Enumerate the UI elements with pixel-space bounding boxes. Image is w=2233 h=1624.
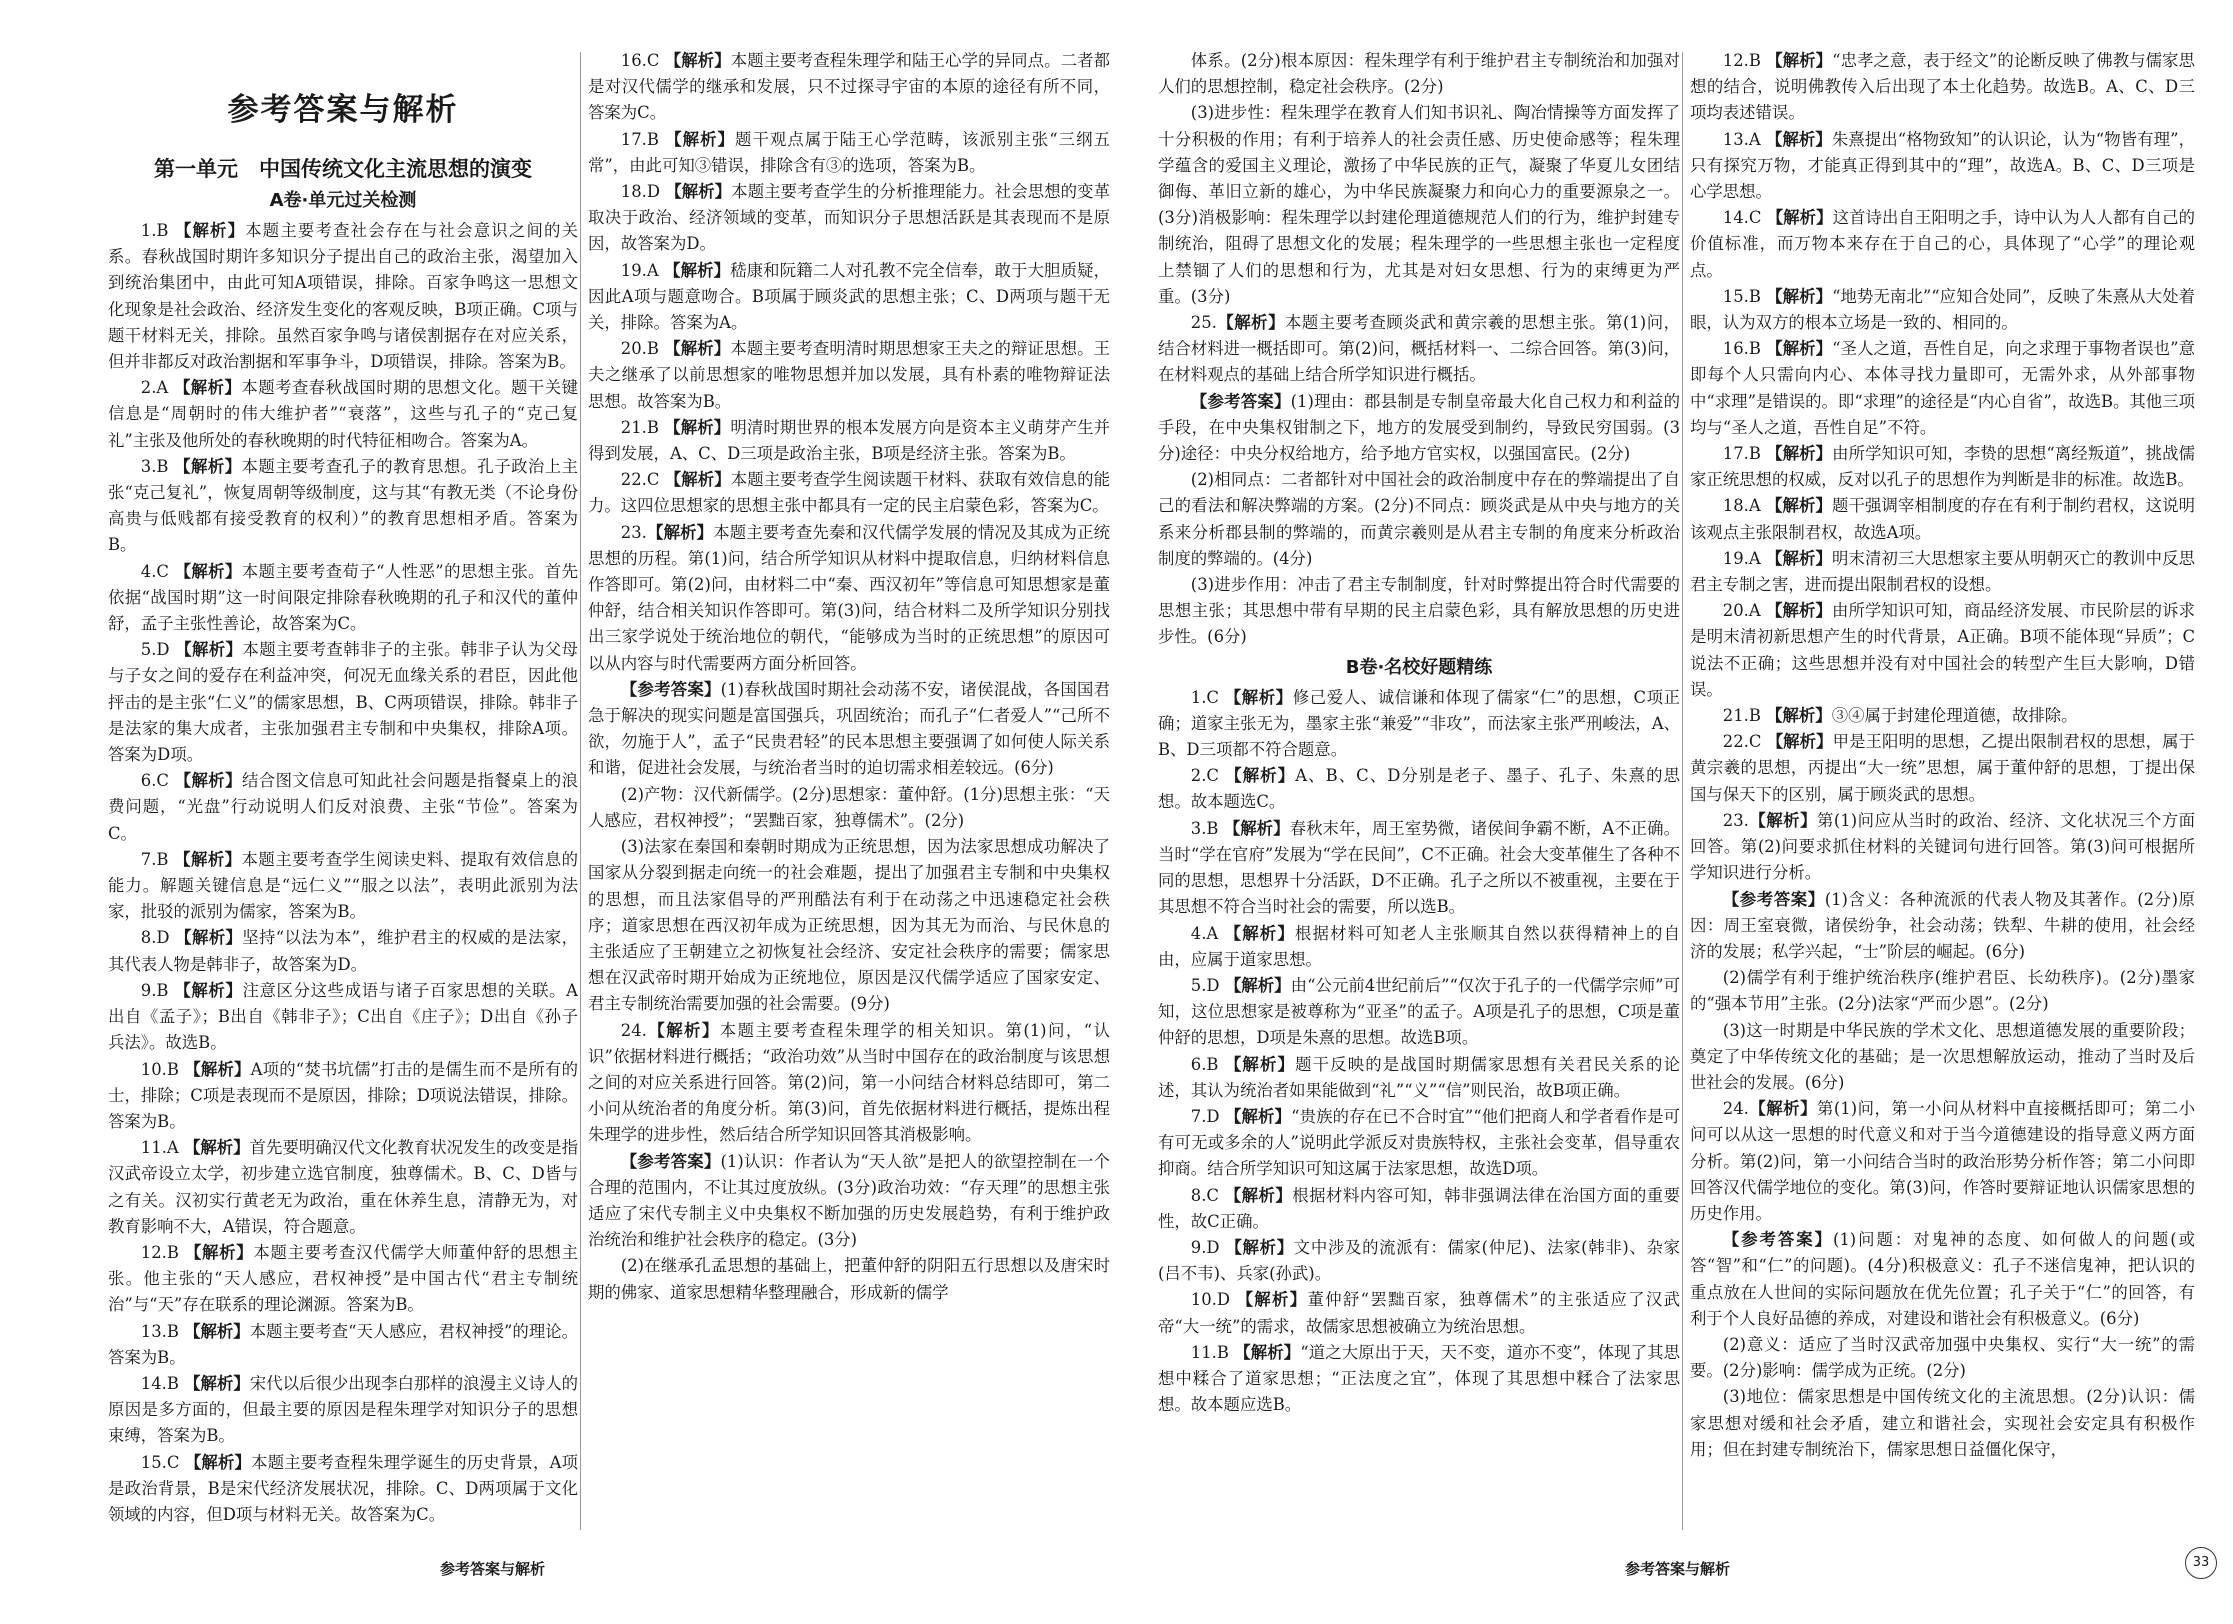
analysis-label: 【解析】 bbox=[1748, 1099, 1817, 1119]
answer-text: “圣人之道，吾性自足，向之求理于事物者误也”意即每个人只需向内心、本体寻找力量即可，无需外求，从外部事物中“求理”是错误的。即“求理”的途径是“内心自省”，故选B。其他三项均与“圣人之道，吾性自足”不符。 bbox=[1690, 339, 2195, 437]
answer-text: 文中涉及的流派有：儒家(仲尼)、法家(韩非)、杂家(吕不韦)、兵家(孙武)。 bbox=[1158, 1237, 1680, 1284]
answer-text: (2)相同点：二者都针对中国社会的政治制度中存在的弊端提出了自己的看法和解决弊端的方案。(2分)不同点：顾炎武是从中央与地方的关系来分析郡县制的弊端的，而黄宗羲则是从君主专制的角度来分析政治制度的弊端的。(4分) bbox=[1158, 470, 1680, 568]
answer-text: (1)含义：各种流派的代表人物及其著作。(2分)原因：周王室衰微，诸侯纷争，社会动荡；铁犁、牛耕的使用，社会经济的发展；私学兴起，“士”阶层的崛起。(6分) bbox=[1690, 889, 2195, 961]
analysis-label: 【解析】 bbox=[664, 417, 731, 437]
analysis-label: 【解析】 bbox=[1225, 1237, 1294, 1257]
answer-item bbox=[1690, 284, 2195, 336]
analysis-label: 【解析】 bbox=[1766, 548, 1833, 568]
question-number: 4.C bbox=[140, 561, 175, 581]
answer-text: (2)产物：汉代新儒学。(2分)思想家：董仲舒。(1分)思想主张：“天人感应，君权神授”；“罢黜百家，独尊儒术”。(2分) bbox=[588, 784, 1110, 830]
answer-text: “忠孝之意，表于经文”的论断反映了佛教与儒家思想的结合，说明佛教传入后出现了本土化趋势。故选B。A、C、D三项均表述错误。 bbox=[1690, 51, 2195, 123]
answer-item bbox=[1690, 808, 2195, 887]
footer-title-left: 参考答案与解析 bbox=[440, 1560, 546, 1578]
answer-text: 本题主要考查程朱理学和陆王心学的异同点。二者都是对汉代儒学的继承和发展，只不过探寻宇宙的本原的途径有所不同，答案为C。 bbox=[588, 51, 1110, 123]
answer-paragraph bbox=[1690, 1384, 2195, 1463]
answer-item bbox=[588, 336, 1110, 415]
question-number: 24. bbox=[620, 1020, 647, 1040]
question-number: 16.B bbox=[1722, 339, 1767, 359]
question-number: 14.C bbox=[1722, 208, 1767, 228]
analysis-label: 【解析】 bbox=[1766, 208, 1833, 228]
answer-text: (1)认识：作者认为“天人欲”是把人的欲望控制在一个合理的范围内，不让其过度放纵。(3分)政治功效：“存天理”的思想主张适应了宋代专制主义中央集权不断加强的历史发展趋势，有利于维护政治统治和维护社会秩序的稳定。(3分) bbox=[588, 1151, 1110, 1250]
answer-item bbox=[1158, 1104, 1680, 1183]
question-number: 21.B bbox=[620, 417, 665, 437]
answer-text: (1)春秋战国时期社会动荡不安，诸侯混战，各国国君急于解决的现实问题是富国强兵，巩固统治；而孔子“仁者爱人”“己所不欲，勿施于人”，孟子“民贵君轻”的民本思想主要强调了如何使人际关系和谐，促进社会发展，与统治者当时的迫切需求相差较远。(6分) bbox=[588, 679, 1110, 778]
analysis-label: 【解析】 bbox=[184, 1242, 254, 1262]
answer-text: 根据材料可知老人主张顺其自然以获得精神上的自由，应属于道家思想。 bbox=[1158, 923, 1680, 969]
answer-item bbox=[108, 559, 578, 638]
column-divider bbox=[580, 52, 581, 1530]
reference-answer-label: 【参考答案】 bbox=[1722, 1230, 1833, 1250]
answer-text: 本题主要考查先秦和汉代儒学发展的情况及其成为正统思想的历程。第(1)问，结合所学知识从材料中提取信息，归纳材料信息作答即可。第(2)问，由材料二中“秦、西汉初年”等信息可知思想家是董仲舒，结合相关知识作答即可。第(3)问，结合材料二及所学知识分别找出三家学说处于统治地位的朝代，“能够成为当时的正统思想”的原因可以从内容与时代需要两方面分析回答。 bbox=[588, 522, 1110, 673]
answer-item bbox=[108, 1450, 578, 1529]
answer-item bbox=[1690, 441, 2195, 493]
analysis-label: 【解析】 bbox=[184, 1373, 250, 1393]
footer-title-right: 参考答案与解析 bbox=[1625, 1560, 1731, 1578]
answer-text: (3)进步作用：冲击了君主专制制度，针对时弊提出符合时代需要的思想主张；其思想中带有早期的民主启蒙色彩，具有解放思想的历史进步性。(6分) bbox=[1158, 575, 1680, 647]
answer-text: 第(1)问，第一小问从材料中直接概括即可；第二小问可以从这一思想的时代意义和对于当今道德建设的指导意义两方面分析。第(2)问，第一小问结合当时的政治形势分析作答；第二小问即回答汉代儒学地位的变化。第(3)问，作答时要辩证地认识儒家思想的历史作用。 bbox=[1690, 1099, 2195, 1223]
answer-text: 宋代以后很少出现李白那样的浪漫主义诗人的原因是多方面的，但最主要的原因是程朱理学对知识分子的思想束缚，答案为B。 bbox=[108, 1373, 578, 1446]
answer-text: 修己爱人、诚信谦和体现了儒家“仁”的思想，C项正确；道家主张无为，墨家主张“兼爱”“非攻”，而法家主张严刑峻法，A、B、D三项都不符合题意。 bbox=[1158, 687, 1680, 760]
answer-item bbox=[1690, 493, 2195, 545]
analysis-label: 【解析】 bbox=[664, 470, 731, 490]
question-number: 1.B bbox=[140, 221, 175, 240]
answer-paragraph bbox=[1690, 1227, 2195, 1332]
answer-item bbox=[108, 454, 578, 559]
analysis-label: 【解析】 bbox=[664, 260, 731, 280]
analysis-label: 【解析】 bbox=[184, 1452, 252, 1472]
answer-item bbox=[1690, 703, 2195, 729]
answer-text: A项的“焚书坑儒”打击的是儒生而不是所有的士，排除；C项是表现而不是原因，排除；D项说法错误，排除。答案为B。 bbox=[108, 1059, 578, 1131]
question-number: 6.C bbox=[140, 771, 175, 791]
question-number: 24. bbox=[1722, 1099, 1749, 1119]
question-number: 22.C bbox=[1722, 732, 1767, 752]
answer-text: 由“公元前4世纪前后”“仅次于孔子的一代儒学宗师”可知，这位思想家是被尊称为“亚圣”的孟子。A项是孔子的思想，C项是董仲舒的思想，D项是朱熹的思想。故选B项。 bbox=[1158, 975, 1680, 1048]
analysis-label: 【解析】 bbox=[174, 456, 242, 476]
answer-item bbox=[108, 1240, 578, 1319]
analysis-label: 【解析】 bbox=[1766, 601, 1833, 621]
answer-text: 题干强调宰相制度的存在有利于制约君权，这说明该观点主张限制君权，故选A项。 bbox=[1690, 496, 2195, 542]
reference-answer-label: 【参考答案】 bbox=[1722, 889, 1825, 909]
answer-item bbox=[1158, 1340, 1680, 1419]
answer-text: 本题主要考查程朱理学诞生的历史背景，A项是政治背景，B是宋代经济发展状况，排除。C、D两项属于文化领域的内容，但D项与材料无关。故答案为C。 bbox=[108, 1452, 578, 1524]
answer-item bbox=[108, 1057, 578, 1136]
answer-text: 首先要明确汉代文化教育状况发生的改变是指汉武帝设立太学，初步建立选官制度，独尊儒术。B、C、D皆与之有关。汉初实行黄老无为政治，重在休养生息，清静无为，对教育影响不大，A错误，符合题意。 bbox=[108, 1138, 578, 1236]
analysis-label: 【解析】 bbox=[1766, 51, 1833, 70]
answer-text: 本题主要考查顾炎武和黄宗羲的思想主张。第(1)问，结合材料进一概括即可。第(2)问，概括材料一、二综合回答。第(3)问，在材料观点的基础上结合所学知识进行概括。 bbox=[1158, 313, 1680, 385]
analysis-label: 【解析】 bbox=[1224, 1054, 1296, 1074]
question-number: 14.B bbox=[140, 1373, 185, 1393]
question-number: 11.B bbox=[1190, 1342, 1235, 1362]
question-number: 16.C bbox=[620, 51, 665, 70]
question-number: 5.D bbox=[1190, 975, 1225, 995]
analysis-label: 【解析】 bbox=[174, 221, 246, 240]
question-number: 20.B bbox=[620, 339, 665, 359]
answer-text: 由所学知识可知，商品经济发展、市民阶层的诉求是明末清初新思想产生的时代背景，A正确。B项不能体现“异质”；C说法不正确；这些思想并没有对中国社会的转型产生巨大影响，D错误。 bbox=[1690, 601, 2195, 699]
analysis-label: 【解析】 bbox=[1766, 286, 1833, 306]
analysis-label: 【解析】 bbox=[646, 522, 714, 542]
answer-paragraph bbox=[1690, 1018, 2195, 1097]
question-number: 12.B bbox=[140, 1242, 185, 1262]
analysis-label: 【解析】 bbox=[184, 1059, 251, 1079]
answer-item bbox=[588, 258, 1110, 337]
answer-text: 本题主要考查社会存在与社会意识之间的关系。春秋战国时期许多知识分子提出自己的政治主张，渴望加入到统治集团中，由此可知A项错误，排除。百家争鸣这一思想文化现象是社会政治、经济发生变化的客观反映，B项正确。C项与题干材料无关，排除。虽然百家争鸣与诸侯割据存在对应关系，但并非都反对政治割据和军事争斗，D项错误，排除。答案为B。 bbox=[108, 221, 578, 372]
analysis-label: 【解析】 bbox=[174, 849, 242, 869]
answer-text: 明末清初三大思想家主要从明朝灭亡的教训中反思君主专制之害，进而提出限制君权的设想。 bbox=[1690, 548, 2195, 595]
answer-item bbox=[108, 978, 578, 1057]
answer-text: (2)在继承孔孟思想的基础上，把董仲舒的阴阳五行思想以及唐宋时期的佛家、道家思想精华整理融合，形成新的儒学 bbox=[588, 1256, 1110, 1302]
question-number: 23. bbox=[620, 522, 647, 542]
answer-item bbox=[588, 1018, 1110, 1149]
analysis-label: 【解析】 bbox=[184, 1321, 250, 1341]
question-number: 3.B bbox=[1190, 818, 1224, 838]
analysis-label: 【解析】 bbox=[665, 182, 732, 202]
analysis-label: 【解析】 bbox=[1224, 1185, 1293, 1205]
analysis-label: 【解析】 bbox=[175, 640, 243, 660]
reference-answer-label: 【参考答案】 bbox=[620, 679, 721, 699]
question-number: 2.A bbox=[140, 378, 174, 398]
question-number: 11.A bbox=[140, 1138, 184, 1158]
answer-item bbox=[588, 467, 1110, 519]
answer-item bbox=[1158, 921, 1680, 973]
answer-item bbox=[1158, 310, 1680, 389]
answer-paragraph bbox=[588, 1149, 1110, 1254]
analysis-label: 【解析】 bbox=[664, 51, 731, 70]
analysis-label: 【解析】 bbox=[1766, 339, 1833, 359]
question-number: 20.A bbox=[1722, 601, 1767, 621]
answer-item bbox=[108, 637, 578, 768]
text-column-4 bbox=[1690, 48, 2195, 1463]
answer-paragraph bbox=[1690, 887, 2195, 966]
question-number: 18.A bbox=[1722, 496, 1767, 516]
answer-text: 题干观点属于陆王心学范畴，该派别主张“三纲五常”，由此可知③错误，排除含有③的选项，答案为B。 bbox=[588, 129, 1110, 175]
answer-text: 本题主要考查明清时期思想家王夫之的辩证思想。王夫之继承了以前思想家的唯物思想并加以发展，具有朴素的唯物辩证法思想。故答案为B。 bbox=[588, 339, 1110, 411]
answer-text: (1)理由：郡县制是专制皇帝最大化自己权力和利益的手段，在中央集权钳制之下，地方的发展受到制约，导致民穷国弱。(3分)途径：中央分权给地方，给予地方官实权，以强国富民。(2分) bbox=[1158, 391, 1680, 464]
answer-item bbox=[1690, 336, 2195, 441]
answer-text: A、B、C、D分别是老子、墨子、孔子、朱熹的思想。故本题选C。 bbox=[1158, 766, 1680, 812]
question-number: 7.B bbox=[140, 849, 175, 869]
answer-item bbox=[108, 218, 578, 375]
answer-item bbox=[1690, 598, 2195, 703]
question-number: 7.D bbox=[1190, 1106, 1225, 1126]
answer-text: 本题主要考查“天人感应，君权神授”的理论。答案为B。 bbox=[108, 1321, 578, 1367]
question-number: 21.B bbox=[1722, 706, 1767, 726]
answer-item bbox=[1158, 763, 1680, 815]
question-number: 25. bbox=[1190, 313, 1217, 333]
column-divider bbox=[1682, 52, 1683, 1530]
answer-item bbox=[1690, 205, 2195, 284]
question-number: 18.D bbox=[620, 182, 666, 202]
answer-item bbox=[1158, 1052, 1680, 1104]
answer-text: 本题主要考查汉代儒学大师董仲舒的思想主张。他主张的“天人感应，君权神授”是中国古代“君主专制统治”与“天”存在联系的理论渊源。答案为B。 bbox=[108, 1242, 578, 1315]
answer-text: (1)问题：对鬼神的态度、如何做人的问题(或答“智”和“仁”的问题)。(4分)积极意义：孔子不迷信鬼神，把认识的重点放在人世间的实际问题放在优先位置；孔子关于“仁”的回答，有利于个人良好品德的养成，对建设和谐社会有积极意义。(6分) bbox=[1690, 1230, 2195, 1328]
analysis-label: 【解析】 bbox=[665, 129, 736, 149]
answer-item bbox=[588, 127, 1110, 179]
analysis-label: 【解析】 bbox=[664, 339, 731, 359]
answer-item bbox=[1690, 729, 2195, 808]
answer-text: 明清时期世界的根本发展方向是资本主义萌芽产生并得到发展，A、C、D三项是政治主张，B项是经济主张。答案为B。 bbox=[588, 417, 1110, 464]
answer-text: (2)意义：适应了当时汉武帝加强中央集权、实行“大一统”的需要。(2分)影响：儒学成为正统。(2分) bbox=[1690, 1334, 2195, 1381]
answer-item bbox=[1690, 1096, 2195, 1227]
answer-paragraph bbox=[1690, 1332, 2195, 1384]
question-number: 13.A bbox=[1722, 129, 1766, 149]
answer-paragraph bbox=[588, 677, 1110, 782]
question-number: 9.D bbox=[1190, 1237, 1226, 1257]
analysis-label: 【解析】 bbox=[1216, 313, 1285, 333]
analysis-label: 【解析】 bbox=[174, 771, 242, 791]
answer-text: (2)儒学有利于维护统治秩序(维护君臣、长幼秩序)。(2分)墨家的“强本节用”主张。(2分)法家“严而少恩”。(2分) bbox=[1690, 968, 2195, 1014]
analysis-label: 【解析】 bbox=[1224, 923, 1295, 943]
answer-text: 这首诗出自王阳明之手，诗中认为人人都有自己的价值标准，而万物本来存在于自己的心，具体现了“心学”的理论观点。 bbox=[1690, 208, 2195, 280]
question-number: 22.C bbox=[620, 470, 665, 490]
analysis-label: 【解析】 bbox=[1224, 687, 1293, 707]
question-number: 3.B bbox=[140, 456, 175, 476]
answer-item bbox=[108, 925, 578, 977]
question-number: 9.B bbox=[140, 980, 175, 1000]
question-number: 4.A bbox=[1190, 923, 1225, 943]
question-number: 17.B bbox=[620, 129, 666, 149]
unit-title: 第一单元 中国传统文化主流思想的演变 bbox=[154, 157, 532, 181]
question-number: 19.A bbox=[620, 260, 665, 280]
answer-item bbox=[1158, 973, 1680, 1052]
answer-item bbox=[588, 48, 1110, 127]
answer-text: 根据材料内容可知，韩非强调法律在治国方面的重要性，故C正确。 bbox=[1158, 1185, 1680, 1231]
answer-text: 第(1)问应从当时的政治、经济、文化状况三个方面回答。第(2)问要求抓住材料的关键词句进行回答。第(3)问可根据所学知识进行分析。 bbox=[1690, 810, 2195, 883]
answer-paragraph bbox=[1158, 572, 1680, 651]
answer-item bbox=[1158, 816, 1680, 921]
answer-item bbox=[1158, 1287, 1680, 1339]
question-number: 15.B bbox=[1722, 286, 1767, 306]
question-number: 23. bbox=[1722, 810, 1749, 830]
question-number: 12.B bbox=[1722, 51, 1767, 70]
text-column-2 bbox=[588, 48, 1110, 1306]
answer-text: 体系。(2分)根本原因：程朱理学有利于维护君主专制统治和加强对人们的思想控制，稳定社会秩序。(2分) bbox=[1158, 51, 1680, 97]
answer-item bbox=[108, 847, 578, 926]
analysis-label: 【解析】 bbox=[1766, 706, 1832, 726]
answer-item bbox=[1690, 127, 2195, 206]
analysis-label: 【解析】 bbox=[646, 1020, 720, 1040]
answer-paragraph bbox=[588, 1253, 1110, 1305]
analysis-label: 【解析】 bbox=[174, 561, 242, 581]
answer-paragraph bbox=[1158, 389, 1680, 468]
analysis-label: 【解析】 bbox=[1766, 732, 1833, 752]
answer-paragraph bbox=[588, 834, 1110, 1017]
question-number: 10.B bbox=[140, 1059, 185, 1079]
answer-text: 本题主要考查学生阅读史料、提取有效信息的能力。解题关键信息是“远仁义”“服之以法”，表明此派别为法家，批驳的派别为儒家，答案为B。 bbox=[108, 849, 578, 922]
question-number: 10.D bbox=[1190, 1290, 1237, 1310]
answer-item bbox=[1158, 1183, 1680, 1235]
answer-text: 嵇康和阮籍二人对孔教不完全信奉，敢于大胆质疑，因此A项与题意吻合。B项属于顾炎武的思想主张；C、D两项与题干无关，排除。答案为A。 bbox=[588, 260, 1110, 333]
answer-item bbox=[588, 415, 1110, 467]
analysis-label: 【解析】 bbox=[1223, 818, 1290, 838]
question-number: 8.C bbox=[1190, 1185, 1225, 1205]
analysis-label: 【解析】 bbox=[1234, 1342, 1301, 1362]
section-a-title: A卷·单元过关检测 bbox=[269, 190, 417, 211]
answer-text: “贵族的存在已不合时宜”“他们把商人和学者看作是可有可无或多余的人”说明此学派反对贵族特权，主张社会变革，倡导重农抑商。结合所学知识可知这属于法家思想，故选D项。 bbox=[1158, 1106, 1680, 1179]
analysis-label: 【解析】 bbox=[1766, 129, 1832, 149]
answer-paragraph bbox=[588, 782, 1110, 834]
answer-text: 坚持“以法为本”，维护君主的权威的是法家，其代表人物是韩非子，故答案为D。 bbox=[108, 928, 578, 974]
analysis-label: 【解析】 bbox=[1224, 975, 1291, 995]
answer-item bbox=[588, 179, 1110, 258]
analysis-label: 【解析】 bbox=[1224, 1106, 1292, 1126]
question-number: 15.C bbox=[140, 1452, 185, 1472]
analysis-label: 【解析】 bbox=[175, 928, 243, 948]
answer-item bbox=[1158, 1235, 1680, 1287]
question-number: 13.B bbox=[140, 1321, 185, 1341]
question-number: 19.A bbox=[1722, 548, 1767, 568]
answer-text: 题干反映的是战国时期儒家思想有关君民关系的论述，其认为统治者如果能做到“礼”“义”“信”则民治，故B项正确。 bbox=[1158, 1054, 1680, 1100]
answer-text: 朱熹提出“格物致知”的认识论，认为“物皆有理”，只有探究万物，才能真正得到其中的“理”，故选A。B、C、D三项是心学思想。 bbox=[1690, 129, 2195, 202]
answer-text: (3)这一时期是中华民族的学术文化、思想道德发展的重要阶段；奠定了中华传统文化的基础；是一次思想解放运动，推动了当时及后世社会的发展。(6分) bbox=[1690, 1020, 2195, 1092]
analysis-label: 【解析】 bbox=[1766, 496, 1833, 516]
answer-text: “道之大原出于天，天不变，道亦不变”，体现了其思想中糅合了道家思想；“正法度之宜”，体现了其思想中糅合了法家思想。故本题应选B。 bbox=[1158, 1342, 1680, 1415]
answer-item bbox=[108, 1135, 578, 1240]
answer-item bbox=[1158, 685, 1680, 764]
analysis-label: 【解析】 bbox=[1236, 1290, 1308, 1310]
question-number: 2.C bbox=[1190, 766, 1226, 786]
answer-text: 注意区分这些成语与诸子百家思想的关联。A出自《孟子》；B出自《韩非子》；C出自《庄子》；D出自《孙子兵法》。故选B。 bbox=[108, 980, 578, 1053]
analysis-label: 【解析】 bbox=[1766, 444, 1833, 464]
reference-answer-label: 【参考答案】 bbox=[620, 1151, 721, 1171]
answer-text: 春秋末年，周王室势微，诸侯间争霸不断，A不正确。当时“学在官府”发展为“学在民间”，C不正确。社会大变革催生了各种不同的思想，思想界十分活跃，D不正确。孔子之所以不被重视，主要在于其思想不符合当时社会的需要，所以选B。 bbox=[1158, 818, 1680, 917]
question-number: 17.B bbox=[1722, 444, 1767, 464]
answer-text: 甲是王阳明的思想，乙提出限制君权的思想，属于黄宗羲的思想，丙提出“大一统”思想，属于董仲舒的思想，丁提出保国与保天下的区别，属于顾炎武的思想。 bbox=[1690, 732, 2195, 804]
answer-item bbox=[588, 520, 1110, 677]
question-number: 1.C bbox=[1190, 687, 1225, 707]
answer-text: 本题主要考查程朱理学的相关知识。第(1)问，“认识”依据材料进行概括；“政治功效”从当时中国存在的政治制度与该思想之间的对应关系进行回答。第(2)问，第一小问结合材料总结即可，第二小问从统治者的角度分析。第(3)问，首先依据材料进行概括，提炼出程朱理学的进步性，然后结合所学知识回答其消极影响。 bbox=[588, 1020, 1110, 1145]
question-number: 8.D bbox=[140, 928, 176, 948]
analysis-label: 【解析】 bbox=[173, 378, 242, 398]
analysis-label: 【解析】 bbox=[1748, 810, 1817, 830]
answer-text: 本题主要考查荀子“人性恶”的思想主张。首先依据“战国时期”这一时间限定排除春秋晚期的孔子和汉代的董仲舒，孟子主张性善论，故答案为C。 bbox=[108, 561, 578, 634]
answer-text: 本题主要考查孔子的教育思想。孔子政治上主张“克己复礼”，恢复周朝等级制度，这与其“有教无类（不论身份高贵与低贱都有接受教育的权利）”的教育思想相矛盾。答案为B。 bbox=[108, 456, 578, 555]
answer-paragraph bbox=[1158, 100, 1680, 310]
analysis-label: 【解析】 bbox=[183, 1138, 250, 1158]
answer-text: ③④属于封建伦理道德，故排除。 bbox=[1831, 706, 2078, 726]
answer-text: “地势无南北”“应知合处同”，反映了朱熹从大处着眼，认为双方的根本立场是一致的、相同的。 bbox=[1690, 286, 2195, 333]
answer-text: 本题主要考查韩非子的主张。韩非子认为父母与子女之间的爱存在利益冲突，何况无血缘关系的君臣，因此他抨击的是主张“仁义”的儒家思想，B、C两项错误，排除。韩非子是法家的集大成者，主张加强君主专制和中央集权，排除A项。答案为D项。 bbox=[108, 640, 578, 765]
answer-text: (3)法家在秦国和秦朝时期成为正统思想，因为法家思想成功解决了国家从分裂到据走向统一的社会难题，提出了加强君主专制和中央集权的思想，而且法家倡导的严刑酷法有利于在动荡之中迅速稳定社会秩序；道家思想在西汉初年成为正统思想，因为其无为而治、与民休息的主张适应了王朝建立之初恢复社会经济、安定社会秩序的需要；儒家思想在汉武帝时期开始成为正统地位，原因是汉代儒学适应了国家安定、君主专制统治需要加强的社会需要。(9分) bbox=[588, 837, 1110, 1014]
answer-text: 本题主要考查学生阅读题干材料、获取有效信息的能力。这四位思想家的思想主张中都具有一定的民主启蒙色彩，答案为C。 bbox=[588, 470, 1110, 516]
text-column-1 bbox=[108, 48, 578, 1528]
analysis-label: 【解析】 bbox=[174, 980, 243, 1000]
reference-answer-label: 【参考答案】 bbox=[1190, 391, 1291, 411]
answer-text: (3)地位：儒家思想是中国传统文化的主流思想。(2分)认识：儒家思想对缓和社会矛盾，建立和谐社会，实现社会安定具有积极作用；但在封建专制统治下，儒家思想日益僵化保守， bbox=[1690, 1387, 2195, 1459]
question-number: 6.B bbox=[1190, 1054, 1225, 1074]
answer-item bbox=[1690, 48, 2195, 127]
answer-paragraph bbox=[1690, 965, 2195, 1017]
answer-text: 结合图文信息可知此社会问题是指餐桌上的浪费问题，“光盘”行动说明人们反对浪费、主张“节俭”。答案为C。 bbox=[108, 771, 578, 843]
answer-text: (3)进步性：程朱理学在教育人们知书识礼、陶冶情操等方面发挥了十分积极的作用；有利于培养人的社会责任感、历史使命感等；程朱理学蕴含的爱国主义理论，激扬了中华民族的正气，凝聚了华夏儿女团结御侮、革旧立新的雄心，为中华民族凝聚力和向心力的重要源泉之一。(3分)消极影响：程朱理学以封建伦理道德规范人们的行为，维护封建专制统治，阻碍了思想文化的发展；程朱理学的一些思想主张也一定程度上禁锢了人们的思想和行为，尤其是对妇女思想、行为的束缚更为严重。(3分) bbox=[1158, 103, 1680, 306]
answer-paragraph bbox=[1158, 48, 1680, 100]
document-title: 参考答案与解析 bbox=[227, 92, 459, 128]
page-number: 33 bbox=[2185, 1547, 2217, 1579]
answer-text: 本题考查春秋战国时期的思想文化。题干关键信息是“周朝时的伟大维护者”“衰落”，这些与孔子的“克己复礼”主张及他所处的春秋晚期的时代特征相吻合。答案为A。 bbox=[108, 378, 578, 450]
answer-text: 本题主要考查学生的分析推理能力。社会思想的变革取决于政治、经济领域的变革，而知识分子思想活跃是其表现而不是原因，故答案为D。 bbox=[588, 182, 1110, 254]
answer-paragraph bbox=[1158, 467, 1680, 572]
answer-item bbox=[1690, 546, 2195, 598]
answer-text: 由所学知识可知，李贽的思想“离经叛道”，挑战儒家正统思想的权威，反对以孔子的思想作为判断是非的标准。故选B。 bbox=[1690, 444, 2195, 490]
question-number: 5.D bbox=[140, 640, 176, 660]
answer-item bbox=[108, 375, 578, 454]
text-column-3 bbox=[1158, 48, 1680, 1418]
answer-item bbox=[108, 1319, 578, 1371]
section-b-title: B卷·名校好题精练 bbox=[1345, 656, 1493, 678]
analysis-label: 【解析】 bbox=[1225, 766, 1296, 786]
answer-item bbox=[108, 768, 578, 847]
answer-item bbox=[108, 1371, 578, 1450]
answer-text: 董仲舒“罢黜百家，独尊儒术”的主张适应了汉武帝“大一统”的需求，故儒家思想被确立为统治思想。 bbox=[1158, 1290, 1680, 1336]
